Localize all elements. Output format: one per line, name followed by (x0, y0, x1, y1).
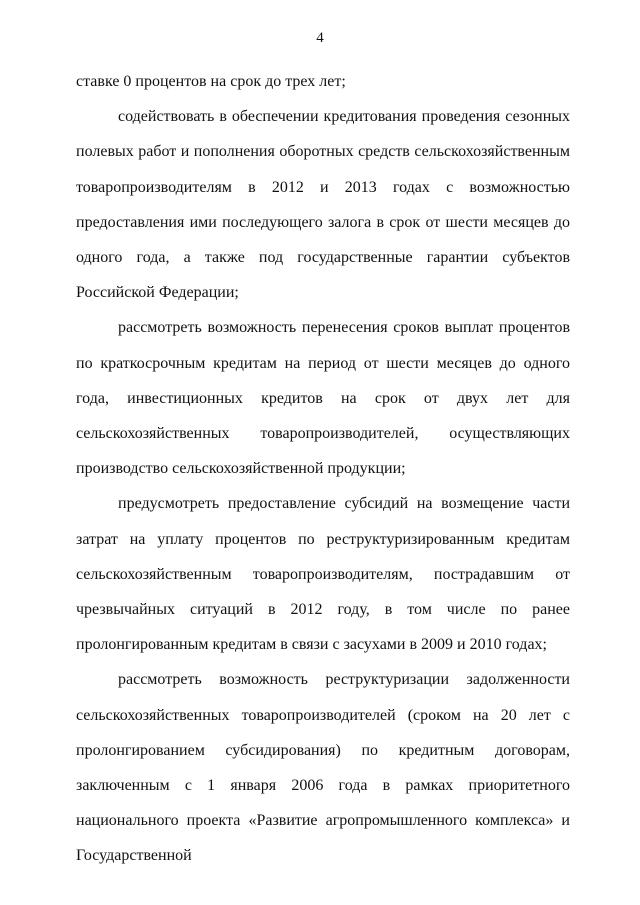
page-number: 4 (316, 30, 324, 46)
paragraph-2: содействовать в обеспечении кредитования проведения сезонных полевых работ и пополнения оборотных средств сельскохозяйственным товаропроизводителям в 2012 и 2013 годах с возможностью предоставления ими последующего залога в срок от шести месяцев до одного года, а также под государственные гарантии субъектов Российской Федерации; (76, 108, 570, 302)
paragraph-4: предусмотреть предоставление субсидий на возмещение части затрат на уплату процентов по реструктуризированным кредитам сельскохозяйственным товаропроизводителям, пострадавшим от чрезвычайных ситуаций в 2012 году, в том числе по ранее пролонгированным кредитам в связи с засухами в 2009 и 2010 годах; (76, 495, 570, 654)
paragraph-3: рассмотреть возможность перенесения сроков выплат процентов по краткосрочным кредитам на период от шести месяцев до одного года, инвестиционных кредитов на срок от двух лет для сельскохозяйственных товаропроизводителей, осуществляющих производство сельскохозяйственной продукции; (76, 319, 570, 478)
paragraph-1: ставке 0 процентов на срок до трех лет; (76, 73, 346, 90)
document-body (76, 64, 570, 874)
paragraph-5: рассмотреть возможность реструктуризации задолженности сельскохозяйственных товаропроизводителей (сроком на 20 лет с пролонгированием субсидирования) по кредитным договорам, заключенным с 1 января 2006 года в рамках приоритетного национального проекта «Развитие агропромышленного комплекса» и Государственной (76, 671, 570, 865)
